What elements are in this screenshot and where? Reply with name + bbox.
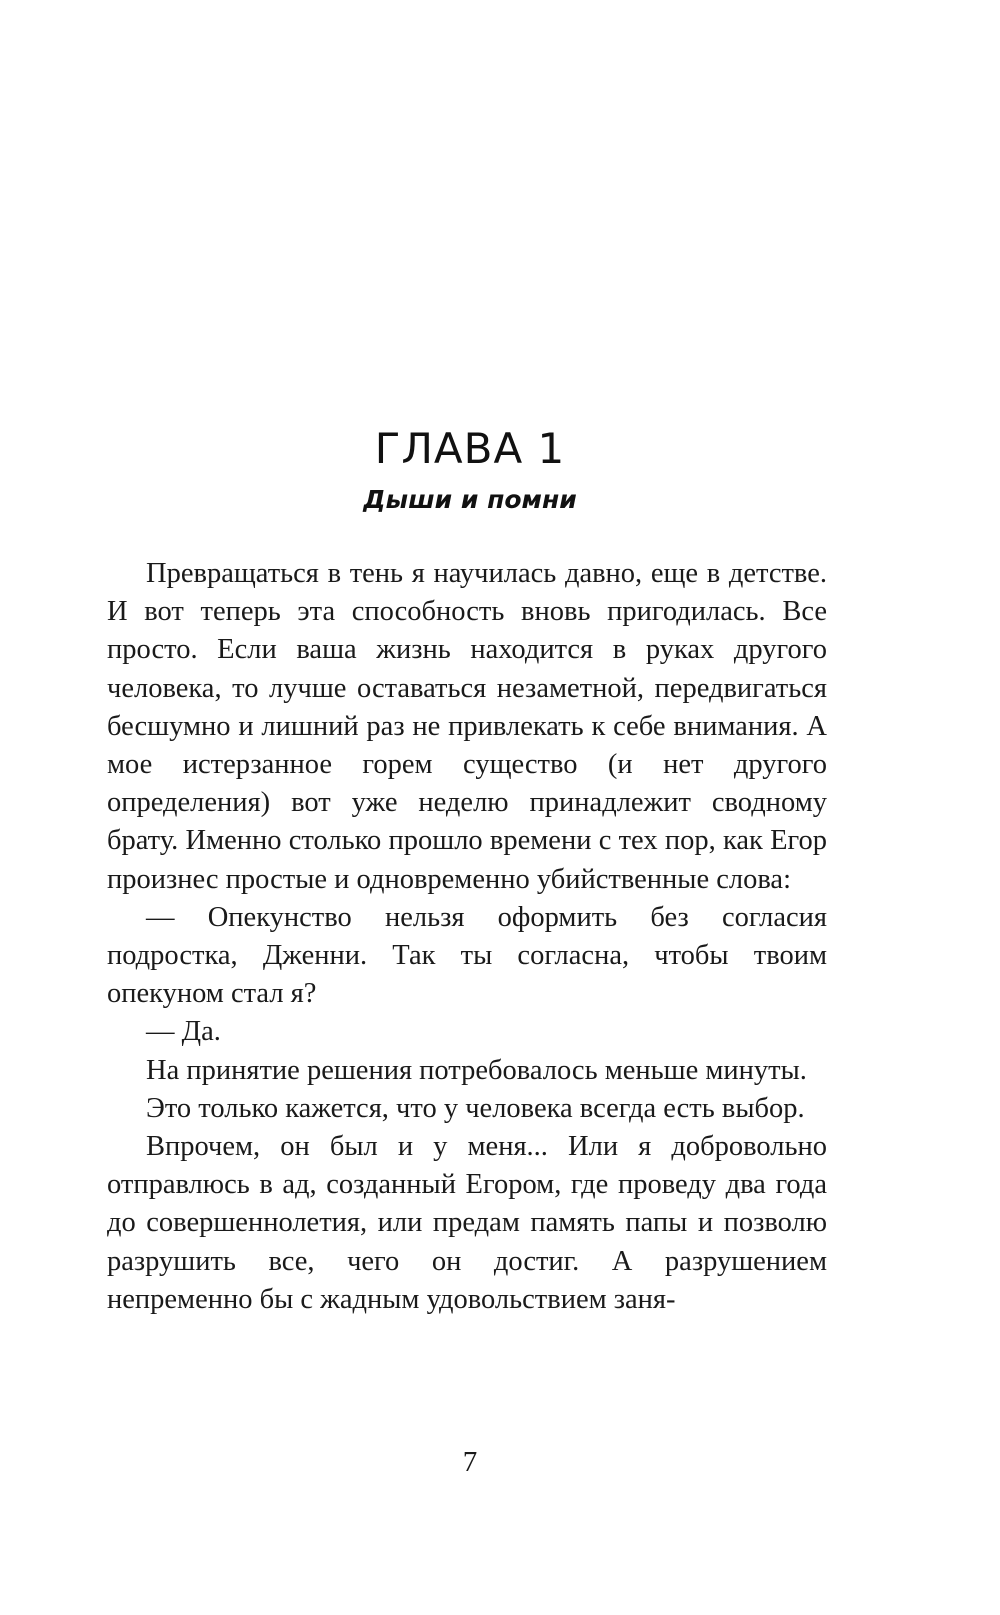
paragraph: Превращаться в тень я научилась давно, еще в детстве. И вот теперь эта способность вновь пригодилась. Все просто. Если ваша жизнь находится в руках другого человека, то лучше оставаться незаметной, передвигаться бесшумно и лишний раз не привлекать к себе внимания. А мое истерзанное горем существо (и нет другого определения) вот уже неделю принадлежит сводному брату. Именно столько прошло времени с тех пор, как Егор произнес простые и одновременно убийственные слова: (107, 558, 827, 895)
paragraph: Это только кажется, что у человека всегда есть выбор. (146, 1092, 805, 1124)
paragraph: — Опекунство нельзя оформить без согласия подростка, Дженни. Так ты согласна, чтобы твоим опекуном стал я? (107, 901, 827, 1010)
paragraph: На принятие решения потребовалось меньше минуты. (146, 1054, 807, 1086)
page-number: 7 (462, 1446, 478, 1478)
paragraph: Впрочем, он был и у меня... Или я добровольно отправлюсь в ад, созданный Егором, где проведу два года до совершеннолетия, или предам память папы и позволю разрушить все, чего он достиг. А разрушением непременно бы с жадным удовольствием заня- (107, 1131, 827, 1315)
chapter-title: ГЛАВА 1 (374, 424, 566, 473)
chapter-body (107, 555, 827, 1319)
paragraph: — Да. (146, 1016, 221, 1048)
chapter-subtitle: Дыши и помни (363, 485, 577, 514)
